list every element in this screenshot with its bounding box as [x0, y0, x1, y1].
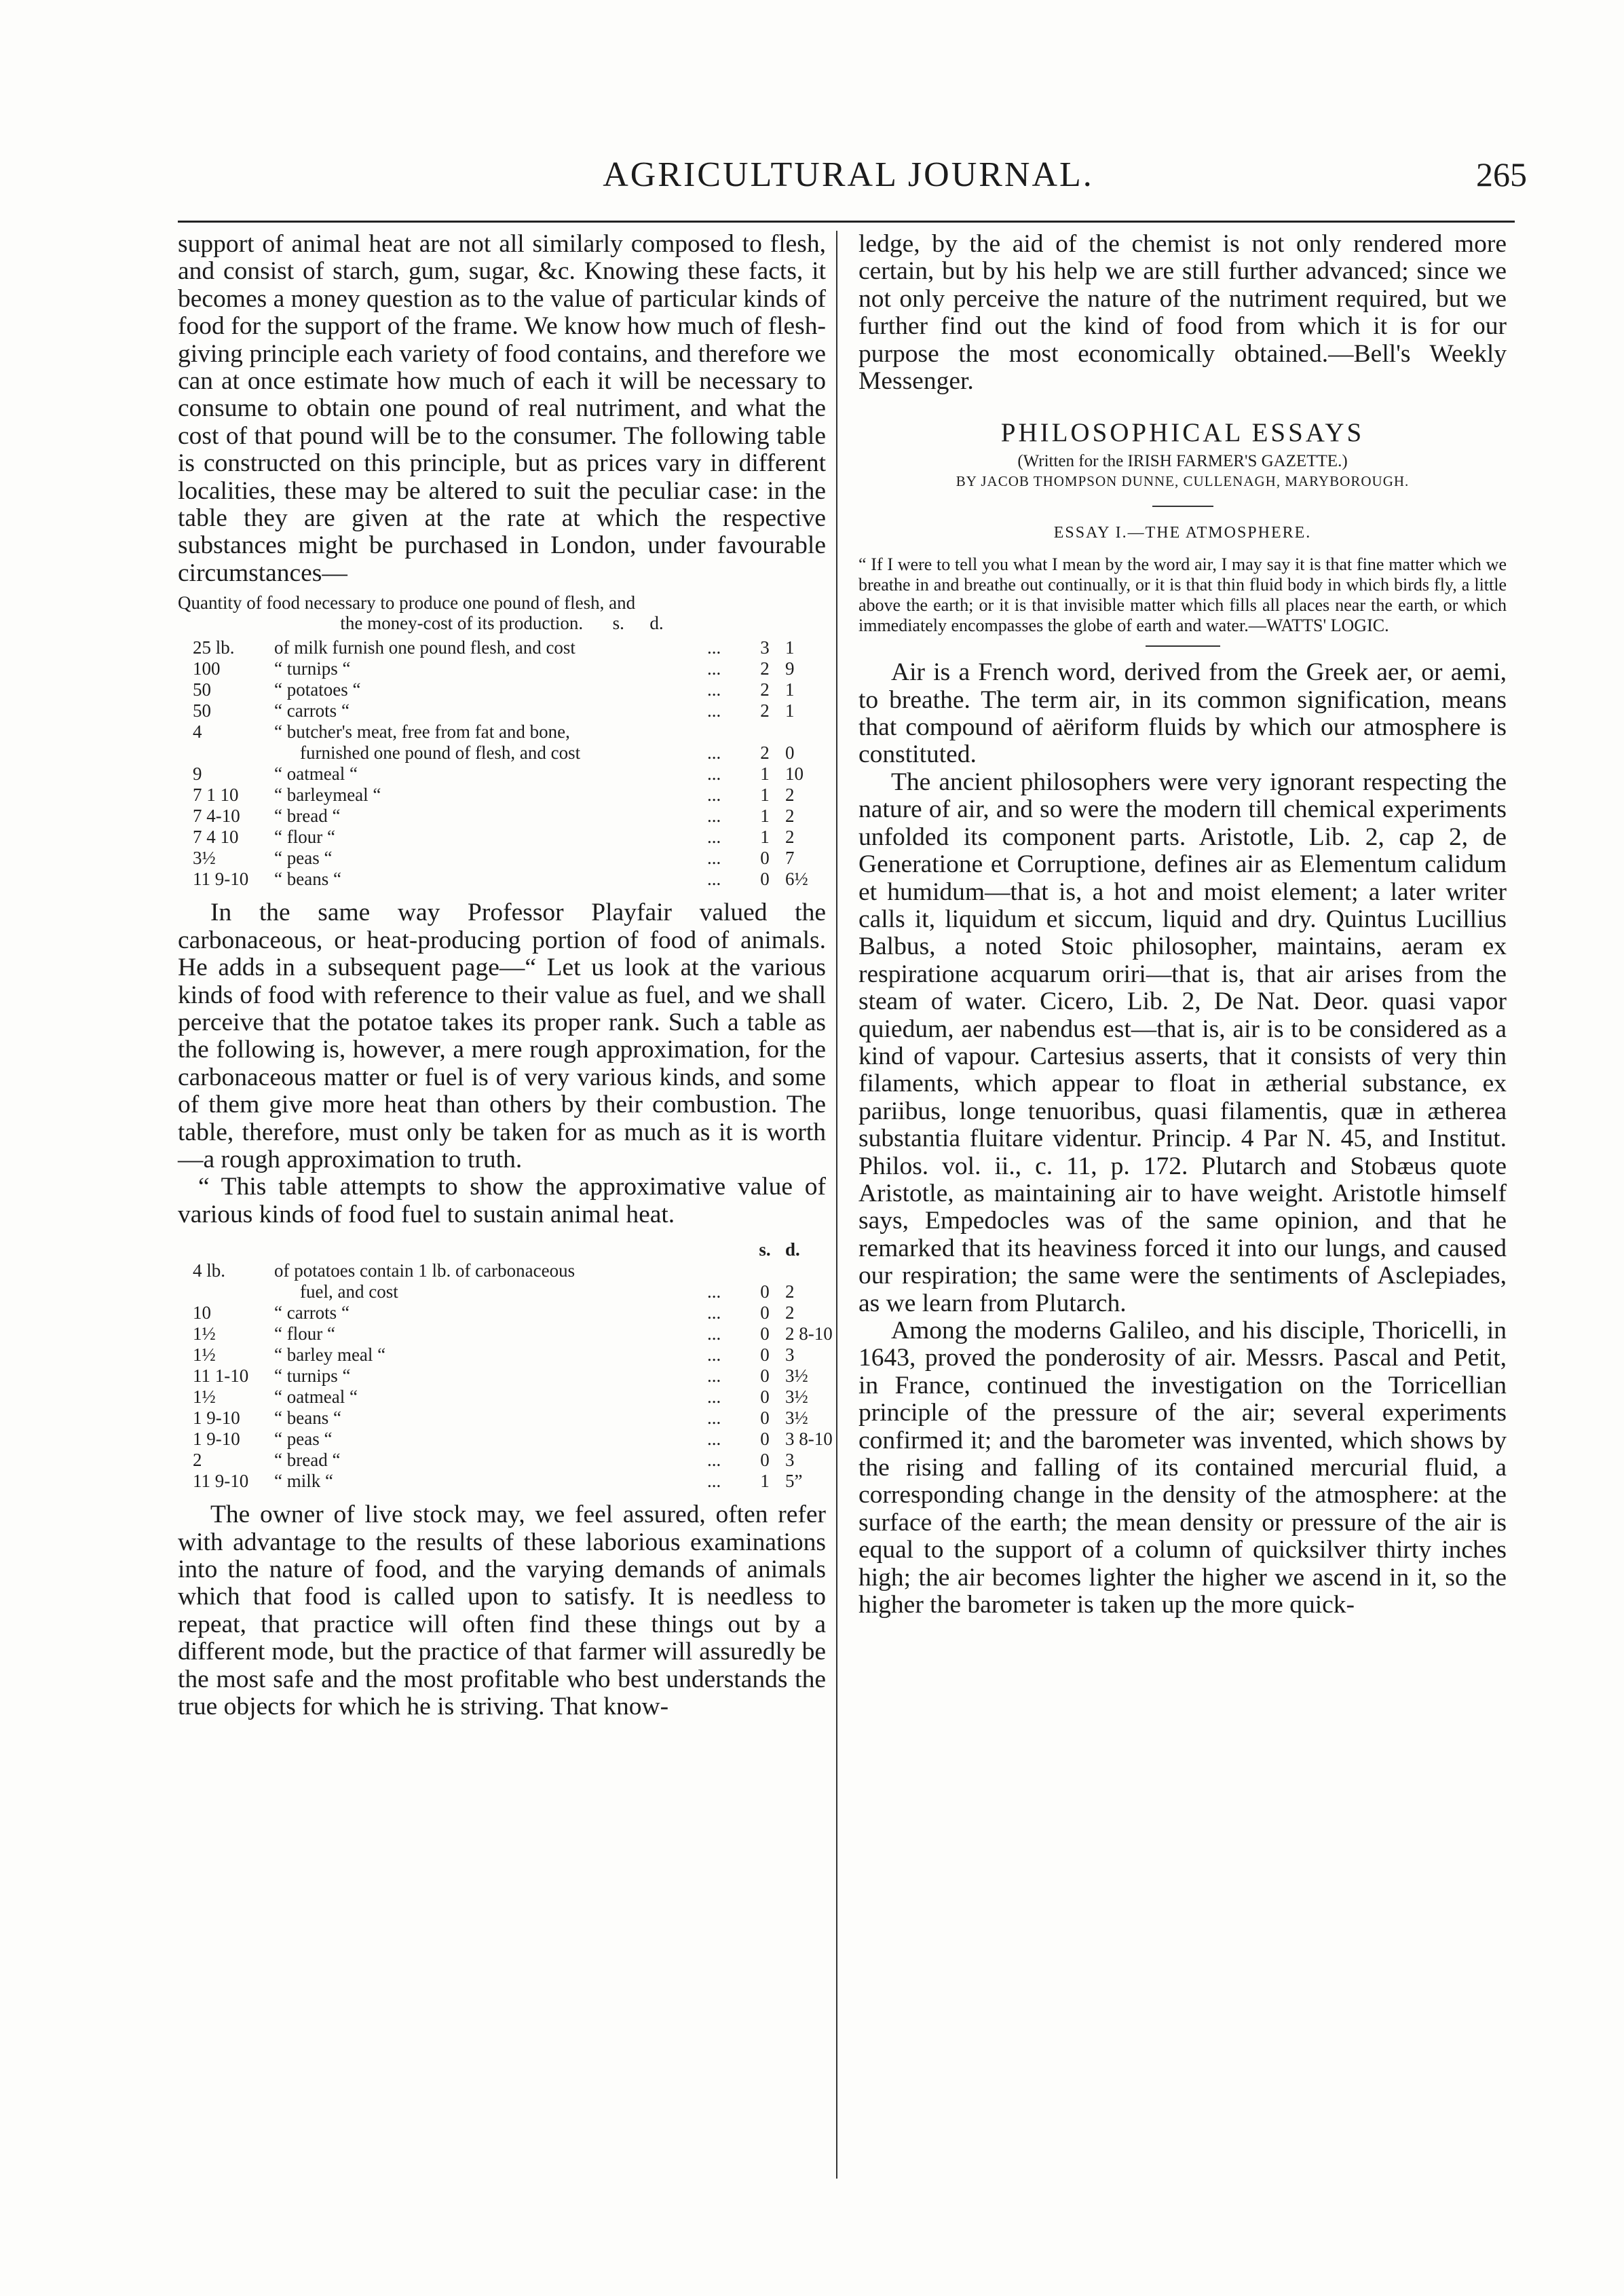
food-cell: furnished one pound of flesh, and cost	[300, 742, 581, 764]
table-row	[178, 785, 826, 806]
leader-dots: ...	[707, 827, 721, 848]
quantity-cell: 4	[193, 721, 202, 742]
food-cell: “ butcher's meat, free from fat and bone,	[274, 721, 570, 742]
leader-dots: ...	[707, 869, 721, 890]
food-cell: “ potatoes “	[274, 679, 361, 700]
right-paragraph-4: Among the moderns Galileo, and his disciple, Thoricelli, in 1643, proved the ponderosity of air. Messrs. Pascal and Petit, in France, continued the investigation on the Torricellian principle of the pressure of the air; several experiments confirmed it; and the barometer was invented, which shows by the rising and falling of its contained mercurial fluid, a corresponding change in the density of the atmosphere: at the surface of the earth; the mean density or pressure of the air is equal to the support of a column of quicksilver thirty inches high; the air becomes lighter the higher we ascend in it, so the higher the barometer is taken up the more quick-	[858, 1317, 1507, 1619]
table1-s-header: s.	[612, 613, 624, 634]
shillings-cell: 0	[760, 1408, 770, 1429]
table-row	[178, 1450, 826, 1471]
pence-cell: 2	[785, 806, 795, 827]
table-row	[178, 806, 826, 827]
food-cell: “ peas “	[274, 848, 333, 869]
leader-dots: ...	[707, 637, 721, 658]
leader-dots: ...	[707, 1450, 721, 1471]
quantity-cell: 1½	[193, 1344, 216, 1366]
pence-cell: 0	[785, 742, 795, 764]
leader-dots: ...	[707, 1429, 721, 1450]
shillings-cell: 1	[760, 806, 770, 827]
leader-dots: ...	[707, 1366, 721, 1387]
epigraph: “ If I were to tell you what I mean by the word air, I may say it is that fine matter which we breathe in and breathe out continually, or it is that thin fluid body in which birds fly, a little above the earth; or it is that invisible matter which fills all places near the earth, or which immediately encompasses the globe of earth and water.—WATTS' LOGIC.	[858, 554, 1507, 636]
pence-cell: 2 8-10	[785, 1323, 833, 1344]
leader-dots: ...	[707, 679, 721, 700]
table-row	[178, 1323, 833, 1344]
essay-series-title: PHILOSOPHICAL ESSAYS	[1000, 418, 1365, 448]
left-paragraph-2: In the same way Professor Playfair valued the carbonaceous, or heat-producing portion of food of animals. He adds in a subsequent page—“ Let us look at the various kinds of food with reference to their value as fuel, and we shall perceive that the potatoe takes its proper rank. Such a table as the following is, however, a mere rough approximation, for the carbonaceous matter or fuel is of very various kinds, and some of them give more heat than others by their combustion. The table, therefore, must only be taken for as much as it is worth—a rough approximation to truth.	[178, 899, 826, 1173]
left-column	[178, 230, 833, 2199]
shillings-cell: 1	[760, 827, 770, 848]
food-cell: “ flour “	[274, 827, 335, 848]
shillings-cell: 0	[760, 848, 770, 869]
leader-dots: ...	[707, 806, 721, 827]
shillings-cell: 0	[760, 1387, 770, 1408]
leader-dots: ...	[707, 1302, 721, 1323]
header-rule	[178, 221, 1515, 223]
quantity-cell: 100	[193, 658, 221, 679]
pence-cell: 3½	[785, 1408, 808, 1429]
pence-cell: 1	[785, 700, 795, 721]
quantity-cell: 11 9-10	[193, 1471, 249, 1492]
food-cell: “ beans “	[274, 869, 341, 890]
pence-cell: 2	[785, 785, 795, 806]
shillings-cell: 0	[760, 1450, 770, 1471]
shillings-cell: 0	[760, 1344, 770, 1366]
table-row	[178, 1429, 833, 1450]
leader-dots: ...	[707, 1387, 721, 1408]
food-cell: “ oatmeal “	[274, 764, 358, 785]
quantity-cell: 1½	[193, 1323, 216, 1344]
left-paragraph-1: support of animal heat are not all similarly composed to flesh, and consist of starch, gum, sugar, &c. Knowing these facts, it becomes a money question as to the value of particular kinds of food for the support of the frame. We know how much of flesh-giving principle each variety of food contains, and therefore we can at once estimate how much of each it will be necessary to consume to obtain one pound of real nutriment, and what the cost of that pound will be to the consumer. The following table is constructed on this principle, but as prices vary in different localities, these may be altered to suit the peculiar case: in the table they are given at the rate at which the respective substances might be purchased in London, under favourable circumstances—	[178, 230, 826, 587]
quantity-cell: 7 4-10	[193, 806, 240, 827]
table-row	[178, 1260, 826, 1281]
quantity-cell: 1 9-10	[193, 1429, 240, 1450]
pence-cell: 3½	[785, 1387, 808, 1408]
pence-cell: 6½	[785, 869, 808, 890]
quantity-cell: 2	[193, 1450, 202, 1471]
table-row	[178, 869, 826, 890]
shillings-cell: 1	[760, 785, 770, 806]
pence-cell: 5”	[785, 1471, 803, 1492]
table-row	[178, 1302, 826, 1323]
fuel-cost-table	[178, 1239, 833, 1492]
pence-cell: 2	[785, 1281, 795, 1302]
left-paragraph-3: “ This table attempts to show the approximative value of various kinds of food fuel to sustain animal heat.	[178, 1173, 826, 1228]
food-cell: “ oatmeal “	[274, 1387, 358, 1408]
food-cell: “ peas “	[274, 1429, 333, 1450]
food-cell: “ turnips “	[274, 1366, 351, 1387]
table-row	[178, 658, 826, 679]
right-paragraph-3: The ancient philosophers were very ignorant respecting the nature of air, and so were the modern till chemical experiments unfolded its component parts. Aristotle, Lib. 2, cap 2, de Generatione et Corruptione, defines air as Elementum calidum et humidum—that is, a hot and moist element; a later writer calls it, liquidum et siccum, liquid and dry. Quintus Lucillius Balbus, a noted Stoic philosopher, maintains, aeram ex respiratione acquarum oriri—that is, that air arises from the steam of water. Cicero, Lib. 2, De Nat. Deor. quasi vapor quiedum, aer nabendus est—that is, air is to be considered as a kind of vapour. Cartesius asserts, that it consists of very thin filaments, which appear to float in ætherial substance, ex pariibus, longe tenuoribus, quasi filamentis, quæ in ætherea substantia fluitare videntur. Princip. 4 Par N. 45, and Institut. Philos. vol. ii., c. 11, p. 172. Plutarch and Stobæus quote Aristotle, as maintaining air to have weight. Aristotle himself says, Empedocles was of the same opinion, and that he remarked that its heaviness forced it into our lungs, and caused our respiration; the same were the sentiments of Asclepiades, as we learn from Plutarch.	[858, 768, 1507, 1317]
food-cell: “ flour “	[274, 1323, 335, 1344]
epigraph-rule	[1146, 645, 1220, 647]
table2-d-header: d.	[785, 1239, 800, 1260]
table-row	[178, 742, 826, 764]
table-row	[178, 700, 826, 721]
leader-dots: ...	[707, 1408, 721, 1429]
table-row	[178, 1366, 826, 1387]
table1-caption	[178, 592, 826, 633]
table2-header-row	[178, 1239, 826, 1260]
food-cell: “ bread “	[274, 806, 341, 827]
right-column	[858, 231, 1507, 2199]
quantity-cell: 10	[193, 1302, 211, 1323]
shillings-cell: 0	[760, 1281, 770, 1302]
pence-cell: 2	[785, 1302, 795, 1323]
left-paragraph-4: The owner of live stock may, we feel assured, often refer with advantage to the results of these laborious examinations into the nature of food, and the varying demands of animals which that food is called upon to satisfy. It is needless to repeat, that practice will often find these things out by a different mode, but the practice of that farmer will assuredly be the most safe and the most profitable who best understands the true objects for which he is striving. That know-	[178, 1501, 826, 1720]
quantity-cell: 9	[193, 764, 202, 785]
quantity-cell: 1 9-10	[193, 1408, 240, 1429]
food-cell: “ milk “	[274, 1471, 333, 1492]
table-row	[178, 764, 826, 785]
leader-dots: ...	[707, 1471, 721, 1492]
pence-cell: 3	[785, 1450, 795, 1471]
leader-dots: ...	[707, 1344, 721, 1366]
table2-s-header: s.	[759, 1239, 771, 1260]
leader-dots: ...	[707, 1281, 721, 1302]
pence-cell: 3 8-10	[785, 1429, 833, 1450]
food-cell: “ carrots “	[274, 1302, 350, 1323]
quantity-cell: 25 lb.	[193, 637, 235, 658]
quantity-cell: 11 1-10	[193, 1366, 249, 1387]
leader-dots: ...	[707, 700, 721, 721]
running-title: AGRICULTURAL JOURNAL.	[603, 155, 1094, 194]
pence-cell: 10	[785, 764, 804, 785]
shillings-cell: 2	[760, 742, 770, 764]
quantity-cell: 50	[193, 700, 211, 721]
table1-d-header: d.	[649, 613, 664, 634]
pence-cell: 3½	[785, 1366, 808, 1387]
food-cell: of milk furnish one pound flesh, and cost	[274, 637, 575, 658]
quantity-cell: 1½	[193, 1387, 216, 1408]
flesh-cost-table	[178, 637, 826, 890]
food-cell: “ turnips “	[274, 658, 351, 679]
food-cell: “ bread “	[274, 1450, 341, 1471]
leader-dots: ...	[707, 764, 721, 785]
table-row	[178, 637, 826, 658]
table-row	[178, 1344, 826, 1366]
quantity-cell: 3½	[193, 848, 216, 869]
shillings-cell: 0	[760, 1366, 770, 1387]
column-divider	[836, 231, 837, 2179]
pence-cell: 9	[785, 658, 795, 679]
shillings-cell: 0	[760, 1302, 770, 1323]
shillings-cell: 2	[760, 700, 770, 721]
shillings-cell: 0	[760, 1323, 770, 1344]
shillings-cell: 1	[760, 1471, 770, 1492]
leader-dots: ...	[707, 848, 721, 869]
running-head	[170, 155, 1527, 209]
leader-dots: ...	[707, 785, 721, 806]
food-cell: fuel, and cost	[300, 1281, 398, 1302]
pence-cell: 7	[785, 848, 795, 869]
shillings-cell: 1	[760, 764, 770, 785]
essay-heading: ESSAY I.—THE ATMOSPHERE.	[1053, 523, 1312, 542]
table-row	[178, 848, 826, 869]
table-row	[178, 1281, 826, 1302]
essay-source-note: (Written for the IRISH FARMER'S GAZETTE.)	[1017, 451, 1348, 470]
quantity-cell: 7 1 10	[193, 785, 239, 806]
quantity-cell: 7 4 10	[193, 827, 239, 848]
pence-cell: 1	[785, 679, 795, 700]
shillings-cell: 2	[760, 658, 770, 679]
table-row	[178, 721, 826, 742]
food-cell: “ barley meal “	[274, 1344, 386, 1366]
leader-dots: ...	[707, 742, 721, 764]
quantity-cell: 4 lb.	[193, 1260, 226, 1281]
leader-dots: ...	[707, 1323, 721, 1344]
shillings-cell: 2	[760, 679, 770, 700]
food-cell: “ beans “	[274, 1408, 341, 1429]
page-number: 265	[1476, 155, 1527, 193]
table-row	[178, 827, 826, 848]
food-cell: “ barleymeal “	[274, 785, 381, 806]
table1-caption-line2: the money-cost of its production.	[340, 613, 584, 634]
table-row	[178, 1387, 826, 1408]
leader-dots: ...	[707, 658, 721, 679]
pence-cell: 1	[785, 637, 795, 658]
essay-rule	[1152, 506, 1213, 507]
pence-cell: 2	[785, 827, 795, 848]
shillings-cell: 0	[760, 869, 770, 890]
quantity-cell: 11 9-10	[193, 869, 249, 890]
food-cell: of potatoes contain 1 lb. of carbonaceous	[274, 1260, 575, 1281]
pence-cell: 3	[785, 1344, 795, 1366]
right-paragraph-1: ledge, by the aid of the chemist is not only rendered more certain, but by his help we are still further advanced; since we not only perceive the nature of the nutriment required, but we further find out the kind of food from which it is for our purpose the most economically obtained.—Bell's Weekly Messenger.	[858, 230, 1507, 396]
table-row	[178, 679, 826, 700]
quantity-cell: 50	[193, 679, 211, 700]
right-paragraph-2: Air is a French word, derived from the Greek aer, or aemi, to breathe. The term air, in its common signification, means that compound of aëriform fluids by which our atmosphere is constituted.	[858, 658, 1507, 769]
table1-caption-line1: Quantity of food necessary to produce one pound of flesh, and	[178, 592, 636, 614]
shillings-cell: 3	[760, 637, 770, 658]
essay-author: BY JACOB THOMPSON DUNNE, CULLENAGH, MARYBOROUGH.	[956, 472, 1410, 489]
shillings-cell: 0	[760, 1429, 770, 1450]
food-cell: “ carrots “	[274, 700, 350, 721]
table-row	[178, 1408, 826, 1429]
table-row	[178, 1471, 826, 1492]
